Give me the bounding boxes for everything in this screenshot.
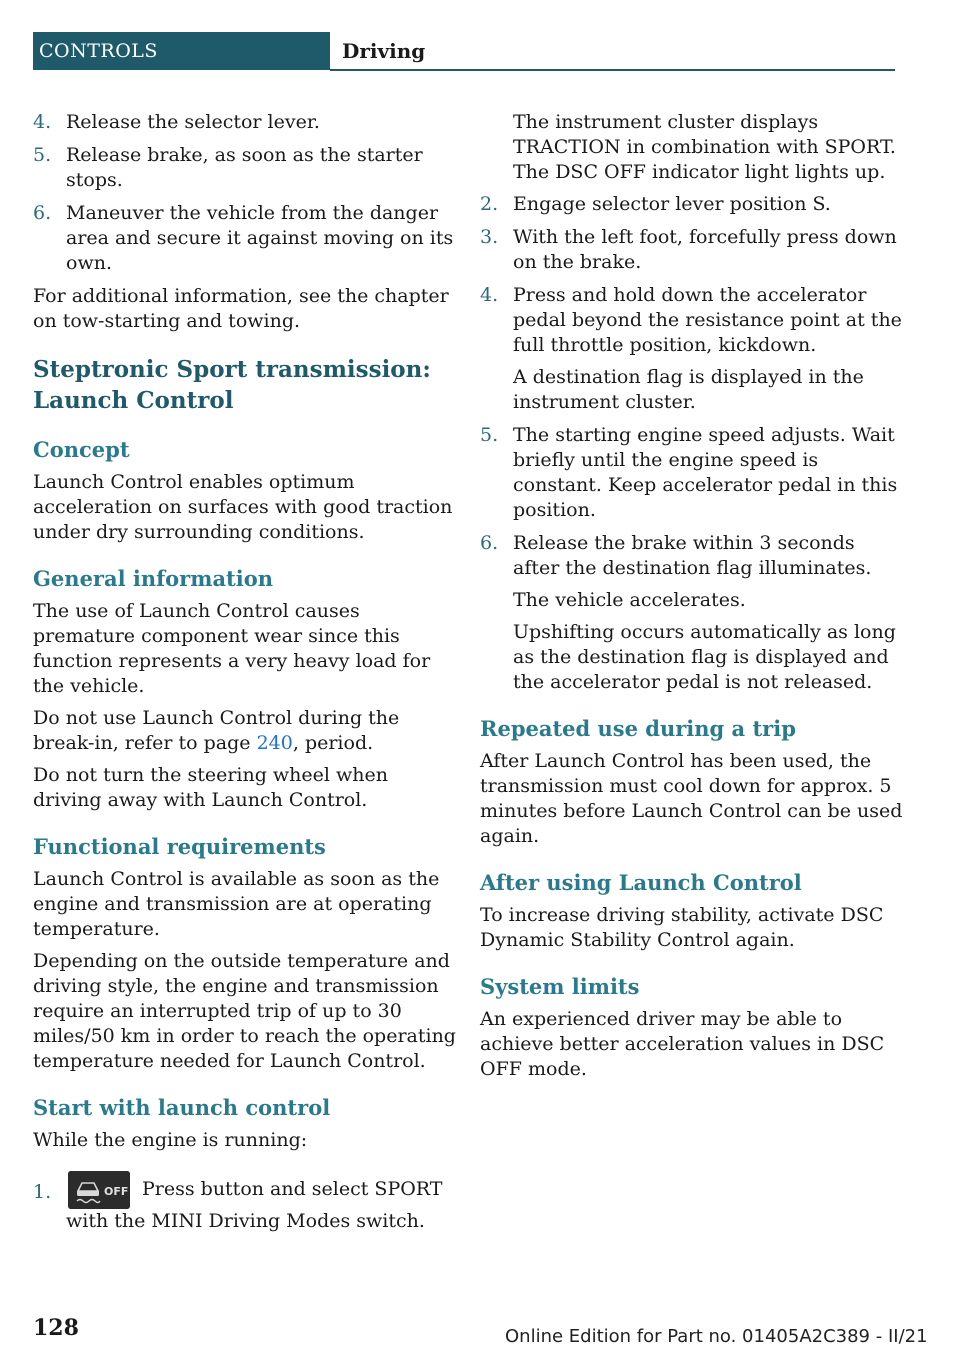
list-item [480,283,905,415]
list-item [33,143,458,193]
list-number: 2. [480,193,499,215]
list-text: Release the brake within 3 seconds after the destination flag illuminates. [513,532,872,579]
list-text: The starting engine speed adjusts. Wait briefly until the engine speed is constant. Keep accelerator pedal in this position. [513,424,898,521]
paragraph-cluster-display: The instrument cluster displays TRACTION in combination with SPORT. The DSC OFF indicator light lights up. [513,111,896,183]
chapter-title: Driving [342,39,426,63]
list-subtext: A destination flag is displayed in the instrument cluster. [513,366,864,413]
paragraph-functional-1: Launch Control is available as soon as the engine and transmission are at operating temperature. [33,868,440,940]
dsc-off-button-icon [68,1171,130,1209]
text-run: , period. [292,732,374,754]
list-text: Press button and select SPORT with the MINI Driving Modes switch. [66,1178,443,1232]
paragraph-general-1: The use of Launch Control causes premature component wear since this function represents a very heavy load for the vehicle. [33,600,431,697]
paragraph-concept: Launch Control enables optimum acceleration on surfaces with good traction under dry surrounding conditions. [33,471,453,543]
list-item [33,110,458,135]
section-title: CONTROLS [39,40,158,62]
list-text: Release brake, as soon as the starter stops. [66,144,423,191]
dsc-off-icon-graphic [68,1171,130,1209]
heading-concept: Concept [33,437,130,462]
page-number: 128 [33,1315,79,1341]
paragraph-system-limits: An experienced driver may be able to achieve better acceleration values in DSC OFF mode. [480,1008,885,1080]
list-text: Release the selector lever. [66,111,320,133]
left-column [33,110,458,1242]
list-text: Engage selector lever position S. [513,193,831,215]
paragraph-after-using: To increase driving stability, activate DSC Dynamic Stability Control again. [480,904,884,951]
heading-system-limits: System limits [480,974,640,999]
paragraph-additional-info: For additional information, see the chapter on tow-starting and towing. [33,285,449,332]
list-number: 1. [33,1181,52,1203]
heading-functional-requirements: Functional requirements [33,834,326,859]
list-item-step-1 [33,1171,458,1234]
list-subtext: The vehicle accelerates. [513,589,746,611]
list-number: 6. [480,532,499,554]
list-item [480,225,905,275]
text-run: Do not use Launch Control during the break-in, refer to page [33,707,400,754]
list-number: 5. [33,144,52,166]
paragraph-general-3: Do not turn the steering wheel when driving away with Launch Control. [33,764,389,811]
list-subtext: Upshifting occurs automatically as long as the destination flag is displayed and the accelerator pedal is not released. [513,621,896,693]
list-number: 6. [33,202,52,224]
list-text: With the left foot, forcefully press down on the brake. [513,226,897,273]
list-number: 4. [33,111,52,133]
paragraph-functional-2: Depending on the outside temperature and driving style, the engine and transmission require an interrupted trip of up to 30 miles/50 km in order to reach the operating temperature needed for Launch Control. [33,950,456,1072]
list-item [480,531,905,695]
paragraph-repeated-use: After Launch Control has been used, the transmission must cool down for approx. 5 minutes before Launch Control can be used again. [480,750,903,847]
list-number: 5. [480,424,499,446]
paragraph-general-2 [33,706,458,756]
list-item [480,192,905,217]
list-number: 4. [480,284,499,306]
heading-steptronic-launch-control: Steptronic Sport transmission: Launch Control [33,356,431,414]
heading-repeated-use: Repeated use during a trip [480,716,796,741]
paragraph-start: While the engine is running: [33,1129,308,1151]
header-rule [330,69,895,71]
list-item [480,423,905,523]
section-tab [33,32,330,70]
list-item [33,201,458,276]
list-text: Press and hold down the accelerator pedal beyond the resistance point at the full throttle position, kickdown. [513,284,902,356]
edition-footer: Online Edition for Part no. 01405A2C389 - II/21 [505,1326,928,1347]
heading-after-using-launch-control: After using Launch Control [480,870,802,895]
list-text: Maneuver the vehicle from the danger area and secure it against moving on its own. [66,202,454,274]
heading-general-information: General information [33,566,274,591]
list-number: 3. [480,226,499,248]
chapter-header [330,32,895,70]
page-link-240[interactable]: 240 [256,732,293,754]
svg-text:OFF: OFF [104,1185,129,1198]
heading-start-with-launch-control: Start with launch control [33,1095,331,1120]
right-column [480,110,905,1089]
